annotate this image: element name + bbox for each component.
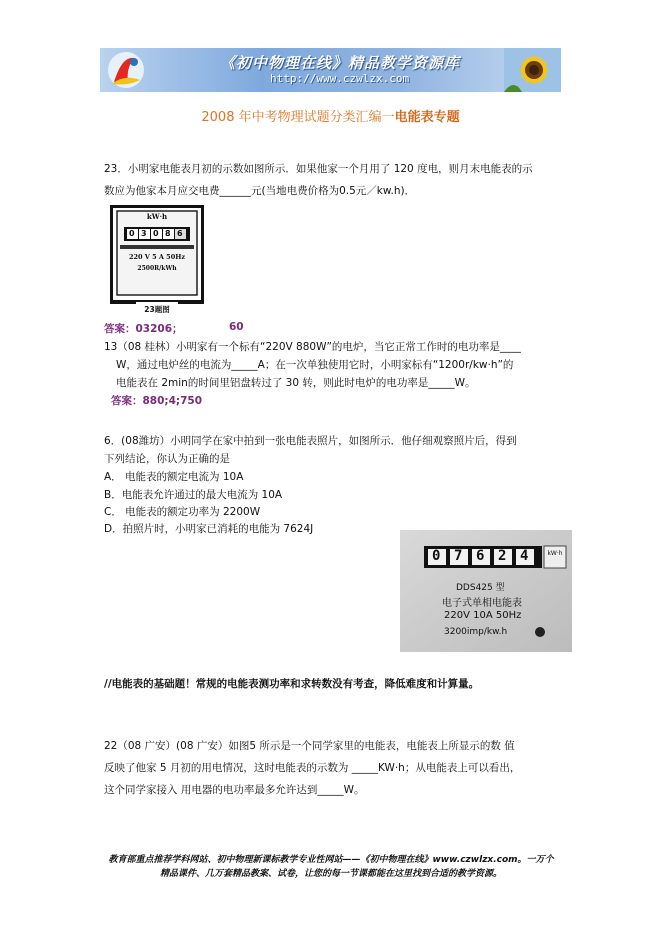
teacher-note: //电能表的基础题！常规的电能表测功率和求转数没有考查，降低难度和计算量。 bbox=[104, 678, 480, 690]
answer-label: 答案： bbox=[111, 395, 143, 407]
q6-option-a: A． 电能表的额定电流为 10A bbox=[104, 471, 244, 483]
q23-line-2: 数应为他家本月应交电费______元(当地电费价格为0.5元／kw.h)． bbox=[104, 185, 416, 197]
q23-answer-1: 03206； bbox=[135, 323, 183, 335]
answer-label: 答案： bbox=[104, 323, 136, 335]
header-banner bbox=[100, 48, 561, 92]
site-logo-icon bbox=[104, 50, 148, 90]
meter-6-model: DDS425 型 bbox=[456, 583, 505, 593]
q22-line-2: 反映了他家 5 月初的用电情况，这时电能表的示数为 _____KW·h；从电能表上可以看出， bbox=[104, 762, 521, 774]
meter-23-digit: 0 bbox=[129, 229, 135, 238]
page-title-prefix: 2008 年中考物理试题分类汇编一 bbox=[201, 110, 395, 125]
q23-answer-2: 60 bbox=[229, 321, 244, 333]
meter-6-digit: 0 bbox=[432, 548, 441, 564]
q6-option-d: D．拍照片时，小明家已消耗的电能为 7624J bbox=[104, 523, 314, 535]
meter-6-imp: 3200imp/kw.h bbox=[444, 627, 508, 637]
meter-6-spec: 220V 10A 50Hz bbox=[444, 610, 522, 621]
meter-23-spec: 220 V 5 A 50Hz bbox=[128, 253, 186, 261]
meter-6-digits bbox=[428, 549, 534, 565]
meter-23-image bbox=[110, 205, 204, 317]
meter-23-digit: 3 bbox=[141, 229, 147, 238]
meter-6-digit: 6 bbox=[476, 548, 485, 564]
q6-option-c: C． 电能表的额定功率为 2200W bbox=[104, 506, 261, 518]
meter-6-name: 电子式单相电能表 bbox=[442, 598, 522, 609]
meter-6-digit: 7 bbox=[454, 548, 463, 564]
q13-answer bbox=[111, 393, 202, 408]
banner-url: http://www.czwlzx.com bbox=[270, 72, 410, 85]
meter-6-unit: kW·h bbox=[547, 550, 563, 557]
page-title bbox=[0, 106, 661, 125]
meter-23-caption: 23题图 bbox=[144, 305, 170, 314]
q22-line-3: 这个同学家接入 用电器的电功率最多允许达到_____W。 bbox=[104, 784, 365, 796]
meter-figure-23 bbox=[110, 205, 204, 317]
q13-line-1: 13（08 桂林）小明家有一个标有“220V 880W”的电炉，当它正常工作时的电功率是____ bbox=[104, 341, 521, 353]
q13-answer-value: 880;4;750 bbox=[142, 395, 203, 407]
meter-23-digit: 8 bbox=[165, 229, 171, 238]
meter-23-unit: kW·h bbox=[146, 212, 168, 221]
q23-line-1: 23．小明家电能表月初的示数如图所示．如果他家一个月用了 120 度电，则月末电能表的示 bbox=[104, 163, 533, 175]
page-title-highlight: 电能表专题 bbox=[394, 110, 460, 125]
q6-line-1: 6．(08潍坊）小明同学在家中拍到一张电能表照片，如图所示．他仔细观察照片后，得到 bbox=[104, 435, 517, 447]
meter-23-digit: 0 bbox=[153, 229, 159, 238]
sunflower-icon bbox=[504, 48, 561, 92]
meter-6-digit: 2 bbox=[498, 548, 507, 564]
meter-6-digit: 4 bbox=[520, 548, 529, 564]
meter-23-digits bbox=[127, 229, 187, 239]
q22-line-1: 22（08 广安）(08 广安）如图5 所示是一个同学家里的电能表，电能表上所显示的数 值 bbox=[104, 740, 515, 752]
meter-23-digit: 6 bbox=[177, 229, 183, 238]
meter-23-rev: 2500R/kWh bbox=[137, 265, 177, 272]
banner-title: 《初中物理在线》精品教学资源库 bbox=[220, 54, 461, 72]
q23-answer bbox=[104, 321, 183, 336]
meter-figure-6 bbox=[400, 530, 572, 652]
q13-line-3: 电能表在 2min的时间里铝盘转过了 30 转，则此时电炉的电功率是_____W。 bbox=[116, 377, 476, 389]
q6-option-b: B．电能表允许通过的最大电流为 10A bbox=[104, 489, 283, 501]
footer-line-1: 教育部重点推荐学科网站、初中物理新课标教学专业性网站——《初中物理在线》www.czwlzx.com。一万个 bbox=[108, 855, 554, 865]
q13-line-2: W，通过电炉丝的电流为_____A；在一次单独使用它时，小明家标有“1200r/kw·h”的 bbox=[116, 359, 514, 371]
footer bbox=[40, 853, 622, 881]
q6-line-2: 下列结论，你认为正确的是 bbox=[104, 453, 230, 465]
footer-line-2: 精品课件、几万套精品教案、试卷，让您的每一节课都能在这里找到合适的教学资源。 bbox=[159, 869, 502, 879]
